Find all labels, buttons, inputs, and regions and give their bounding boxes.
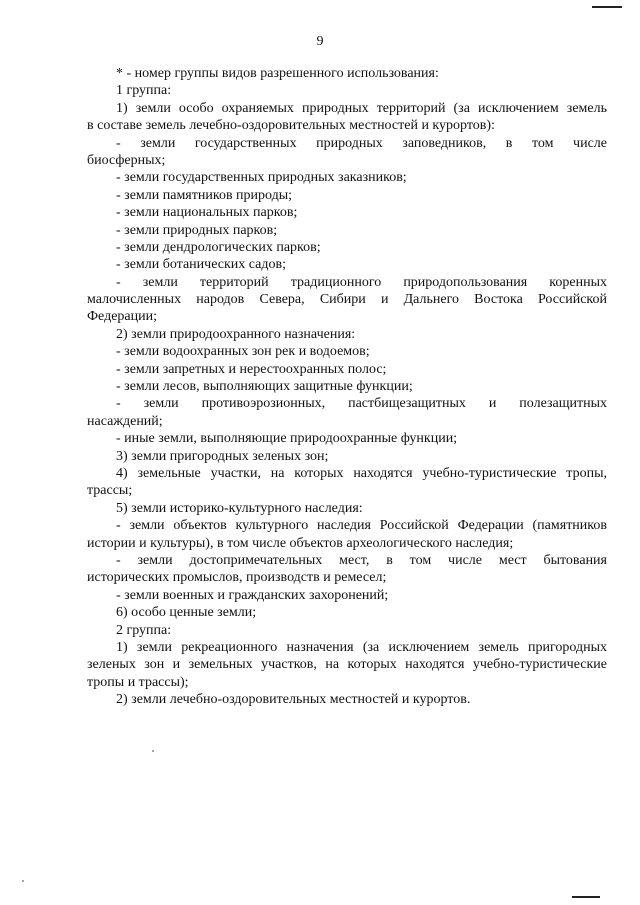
text-line: 2) земли природоохранного назначения: [116,326,356,342]
text-line: - земли ботанических садов; [116,257,287,273]
scan-mark-bottom [572,896,600,898]
text-line: истории и культуры), в том числе объектов археологического наследия; [87,535,514,551]
text-line: 3) земли пригородных зеленых зон; [116,448,329,464]
text-line: - земли памятников природы; [116,187,293,203]
text-line: - земли водоохранных зон рек и водоемов; [116,344,370,360]
text-line: - земли государственных природных заказников; [116,170,407,186]
text-line: - земли природных парков; [116,222,278,238]
text-line: * - номер группы видов разрешенного использования: [116,66,439,81]
text-line: 2 группа: [116,622,172,638]
text-line: исторических промыслов, производств и ремесел; [87,570,387,586]
text-line: - иные земли, выполняющие природоохранные функции; [116,431,458,447]
text-line: - земли запретных и нерестоохранных полос; [116,361,387,377]
text-line: - земли достопримечательных мест, в том числе мест бытования [116,552,607,568]
document-body [87,65,607,708]
page-number: 9 [316,34,324,49]
text-line: 4) земельные участки, на которых находятся учебно-туристические тропы, [116,465,607,481]
text-line: трассы; [87,483,133,499]
text-line: - земли территорий традиционного природопользования коренных [116,274,607,290]
text-line: 5) земли историко-культурного наследия: [116,500,363,516]
text-line: - земли противоэрозионных, пастбищезащитных и полезащитных [116,396,607,412]
text-line: - земли дендрологических парков; [116,239,321,255]
text-line: 2) земли лечебно-оздоровительных местностей и курортов. [116,692,471,708]
text-line: 1) земли рекреационного назначения (за исключением земель пригородных [116,639,607,655]
text-line: - земли государственных природных заповедников, в том числе [116,135,607,151]
text-line: зеленых зон и земельных участков, на которых находятся учебно-туристические [87,657,607,673]
text-line: тропы и трассы); [87,674,189,690]
text-line: биосферных; [87,152,166,168]
text-line: малочисленных народов Севера, Сибири и Дальнего Востока Российской [87,292,607,308]
text-line: в составе земель лечебно-оздоровительных местностей и курортов): [87,118,495,134]
text-line: насаждений; [87,413,163,429]
scan-speck [152,750,154,752]
scan-speck [22,880,24,882]
text-line: - земли национальных парков; [116,205,298,221]
text-line: - земли лесов, выполняющих защитные функции; [116,379,413,395]
text-line: - земли объектов культурного наследия Российской Федерации (памятников [116,518,607,534]
text-line: 1 группа: [116,83,172,99]
text-line: Федерации; [87,309,158,325]
scan-mark-top [592,6,622,8]
text-line: - земли военных и гражданских захоронений; [116,587,389,603]
text-line: 6) особо ценные земли; [116,605,257,621]
text-line: 1) земли особо охраняемых природных территорий (за исключением земель [116,100,607,116]
